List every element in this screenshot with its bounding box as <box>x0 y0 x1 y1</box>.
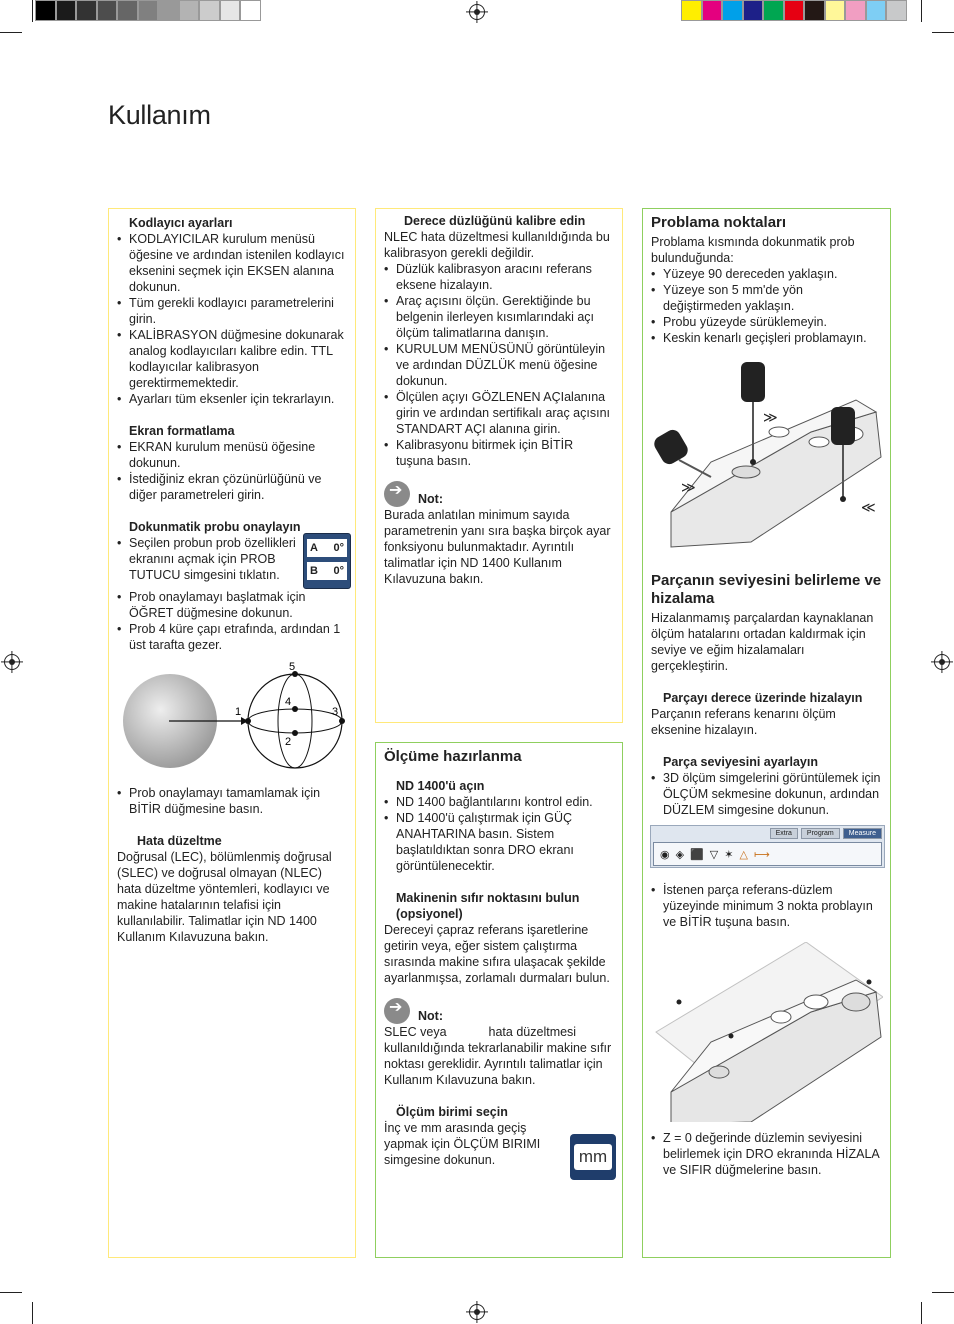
crop-mark <box>921 0 922 22</box>
list-item: • ND 1400'ü çalıştırmak için GÜÇ ANAHTARINA basın. Sistem başlatıldıktan sonra DRO ekranı görüntülenecektir. <box>384 810 614 874</box>
calibration-swatch <box>722 0 743 21</box>
column-calibration <box>375 208 623 723</box>
crop-mark <box>0 1292 22 1293</box>
color-calibration-bar <box>681 0 907 21</box>
crop-mark <box>0 32 22 33</box>
list-item: • Keskin kenarlı geçişleri problamayın. <box>651 330 882 346</box>
codec-list <box>117 231 347 407</box>
error-text: Doğrusal (LEC), bölümlenmiş doğrusal (SLEC) ve doğrusal olmayan (NLEC) hata düzeltme yöntemleri, kodlayıcı ve makine hatalarının telafisi için kullanılabilir. Talimatlar için ND 1400 Kullanım Kılavuzuna bakın. <box>117 850 332 944</box>
level-text: Hizalanmamış parçalardan kaynaklanan ölçüm hatalarını ortadan kaldırmak için seviye ve eğim hizalamaları gerçekleştirin. <box>651 611 874 673</box>
note <box>384 481 614 507</box>
calibration-swatch <box>681 0 702 21</box>
list-item: • Seçilen probun prob özellikleri ekranını açmak için PROB TUTUCU simgesini tıklatın. <box>117 535 301 583</box>
probe-heading: Dokunmatik probu onaylayın <box>129 520 301 534</box>
probe-plane-list <box>651 882 882 930</box>
probe-holder-icon <box>303 533 351 589</box>
list-item: • Prob onaylamayı başlatmak için ÖĞRET düğmesine dokunun. <box>117 589 347 621</box>
svg-text:≪: ≪ <box>861 500 876 516</box>
note-text <box>384 1024 614 1088</box>
list-item: • Probu yüzeyde sürüklemeyin. <box>651 314 882 330</box>
final-list <box>651 1130 882 1178</box>
probing-part-illustration <box>651 362 883 552</box>
error-heading: Hata düzeltme <box>137 834 222 848</box>
distance-icon[interactable]: ⟼ <box>753 848 770 861</box>
list-item: • KURULUM MENÜSÜNÜ görüntüleyin ve ardından DÜZLÜK menü öğesine dokunun. <box>384 341 614 389</box>
calibration-swatch <box>763 0 784 21</box>
wand-icon[interactable]: ✶ <box>724 848 734 861</box>
column-probing <box>642 208 891 1258</box>
axis-a-label: A <box>310 542 318 554</box>
point-label-3: 3 <box>332 706 339 718</box>
probe-list-3 <box>117 785 347 817</box>
calibration-swatch <box>866 0 887 21</box>
tab-program[interactable]: Program <box>801 828 840 839</box>
unit-heading: Ölçüm birimi seçin <box>396 1105 508 1119</box>
note-label: Not: <box>418 492 443 506</box>
crop-mark <box>932 1292 954 1293</box>
list-item: • KODLAYICILAR kurulum menüsü öğesine ve ardından istenilen kodlayıcı eksenini seçmek için EKSEN alanına dokunun. <box>117 231 347 295</box>
registration-mark-icon <box>934 654 950 670</box>
list-item: • Yüzeye son 5 mm'de yön değiştirmeden yaklaşın. <box>651 282 882 314</box>
arrow-note-icon <box>384 998 410 1024</box>
screen-list <box>117 439 347 503</box>
list-item: • Düzlük kalibrasyon aracını referans eksene hizalayın. <box>384 261 614 293</box>
calibration-swatch <box>845 0 866 21</box>
zero-text: Dereceyi çapraz referans işaretlerine getirin veya, eğer sistem çalıştırma sırasında makine sıfıra ulaşacak şekilde ayarlanmışsa, zorlamalı durmaları bulun. <box>384 923 610 985</box>
grayscale-calibration-bar <box>35 0 261 21</box>
calibration-swatch <box>702 0 723 21</box>
list-item: • Z = 0 değerinde düzlemin seviyesini belirlemek için DRO ekranında HİZALA ve SIFIR düğmelerine basın. <box>651 1130 882 1178</box>
set-level-list <box>651 770 882 818</box>
plane-icon[interactable]: ◈ <box>675 848 685 861</box>
point-label-1: 1 <box>235 706 242 718</box>
axis-b-value: 0° <box>333 565 344 577</box>
calibration-swatch <box>56 0 77 21</box>
note-text-b: hata düzeltmesi kullanıldığında tekrarlanabilir makine sıfır noktası gereklidir. Ayrıntılı talimatlar için Kullanım Kılavuzuna bakın. <box>384 1025 612 1087</box>
point-icon[interactable]: ◉ <box>660 848 670 861</box>
point-label-5: 5 <box>289 661 296 673</box>
calibration-swatch <box>199 0 220 21</box>
prepare-heading: Ölçüme hazırlanma <box>384 748 522 765</box>
list-item: • Prob onaylamayı tamamlamak için BİTİR düğmesine basın. <box>117 785 347 817</box>
list-item: • Araç açısını ölçün. Gerektiğinde bu belgenin ilerleyen kısımlarındaki açı ölçüm talimatlarına danışın. <box>384 293 614 341</box>
codec-heading: Kodlayıcı ayarları <box>129 216 233 230</box>
reference-sphere <box>248 674 342 768</box>
svg-text:≫: ≫ <box>763 410 778 426</box>
calibration-swatch <box>35 0 56 21</box>
zero-heading: Makinenin sıfır noktasını bulun (opsiyonel) <box>396 891 580 921</box>
note-text-a: SLEC veya <box>384 1025 447 1039</box>
list-item: • Ayarları tüm eksenler için tekrarlayın. <box>117 391 347 407</box>
crop-mark <box>32 0 33 22</box>
calibration-swatch <box>76 0 97 21</box>
note <box>384 998 614 1024</box>
align-text: Parçanın referans kenarını ölçüm eksenine hizalayın. <box>651 707 836 737</box>
open-heading: ND 1400'ü açın <box>396 779 485 793</box>
registration-mark-icon <box>469 4 485 20</box>
unit-text: İnç ve mm arasında geçiş yapmak için ÖLÇÜM BIRIMI simgesine dokunun. <box>384 1121 541 1167</box>
calibration-swatch <box>138 0 159 21</box>
list-item: • EKRAN kurulum menüsü öğesine dokunun. <box>117 439 347 471</box>
calibration-swatch <box>97 0 118 21</box>
probe-list-2 <box>117 589 347 653</box>
arrow-note-icon <box>384 481 410 507</box>
calibration-heading: Derece düzlüğünü kalibre edin <box>404 214 586 228</box>
list-item: • ND 1400 bağlantılarını kontrol edin. <box>384 794 614 810</box>
open-list <box>384 794 614 874</box>
calibration-swatch <box>886 0 907 21</box>
probe-points-heading: Problama noktaları <box>651 214 787 231</box>
calibration-swatch <box>220 0 241 21</box>
list-item: • İstediğiniz ekran çözünürlüğünü ve diğer parametreleri girin. <box>117 471 347 503</box>
angle-icon[interactable]: △ <box>739 848 748 861</box>
calibration-swatch <box>743 0 764 21</box>
list-item: • Tüm gerekli kodlayıcı parametrelerini girin. <box>117 295 347 327</box>
calibration-swatch <box>240 0 261 21</box>
list-item: • KALİBRASYON düğmesine dokunarak analog kodlayıcıları kalibre edin. TTL kodlayıcılar kalibrasyon gerektirmemektedir. <box>117 327 347 391</box>
cylinder-icon[interactable]: ⬛ <box>690 848 704 861</box>
calibration-swatch <box>158 0 179 21</box>
registration-mark-icon <box>4 654 20 670</box>
calibration-intro: NLEC hata düzeltmesi kullanıldığında bu kalibrasyon gerekli değildir. <box>384 230 610 260</box>
cone-icon[interactable]: ▽ <box>709 848 719 861</box>
list-item: • 3D ölçüm simgelerini görüntülemek için ÖLÇÜM sekmesine dokunun, ardından DÜZLEM simgesine dokunun. <box>651 770 882 818</box>
crop-mark <box>932 32 954 33</box>
calibration-swatch <box>117 0 138 21</box>
plane-probe-illustration <box>651 942 883 1122</box>
list-item: • Prob 4 küre çapı etrafında, ardından 1 üst tarafta gezer. <box>117 621 347 653</box>
page-title: Kullanım <box>108 100 211 130</box>
axis-b-label: B <box>310 565 318 577</box>
probe-sphere-diagram <box>117 661 349 779</box>
calibration-list <box>384 261 614 469</box>
tab-extra[interactable]: Extra <box>770 828 798 839</box>
column-setup <box>108 208 356 1258</box>
crop-mark <box>921 1302 922 1324</box>
list-item: • Kalibrasyonu bitirmek için BİTİR tuşuna basın. <box>384 437 614 469</box>
calibration-swatch <box>179 0 200 21</box>
calibration-swatch <box>804 0 825 21</box>
unit-mm-icon <box>570 1134 616 1180</box>
svg-text:≫: ≫ <box>681 480 696 496</box>
note-label: Not: <box>418 1009 443 1023</box>
axis-a-value: 0° <box>333 542 344 554</box>
measure-toolbar <box>650 825 885 868</box>
calibration-swatch <box>825 0 846 21</box>
list-item: • Ölçülen açıyı GÖZLENEN AÇIalanına girin ve ardından sertifikalı araç açısını STANDART AÇI alanına girin. <box>384 389 614 437</box>
point-label-2: 2 <box>285 736 292 748</box>
probe-points-list <box>651 266 882 346</box>
list-item: • İstenen parça referans-düzlem yüzeyinde minimum 3 nokta problayın ve BİTİR tuşuna basın. <box>651 882 882 930</box>
screen-heading: Ekran formatlama <box>129 424 235 438</box>
probe-points-intro: Problama kısmında dokunmatik prob bulunduğunda: <box>651 235 855 265</box>
unit-mm-label: mm <box>574 1144 612 1170</box>
align-heading: Parçayı derece üzerinde hizalayın <box>663 691 863 705</box>
tab-measure[interactable]: Measure <box>843 828 882 839</box>
list-item: • Yüzeye 90 dereceden yaklaşın. <box>651 266 882 282</box>
registration-mark-icon <box>469 1304 485 1320</box>
level-heading: Parçanın seviyesini belirleme ve hizalama <box>651 572 882 607</box>
set-level-heading: Parça seviyesini ayarlayın <box>663 755 818 769</box>
crop-mark <box>32 1302 33 1324</box>
note-text: Burada anlatılan minimum sayıda parametrenin yanı sıra başka birçok ayar fonksiyonu bulunmaktadır. Ayrıntılı talimatlar için ND 1400 Kullanım Kılavuzuna bakın. <box>384 508 611 586</box>
point-label-4: 4 <box>285 696 292 708</box>
column-prepare <box>375 742 623 1258</box>
calibration-swatch <box>784 0 805 21</box>
